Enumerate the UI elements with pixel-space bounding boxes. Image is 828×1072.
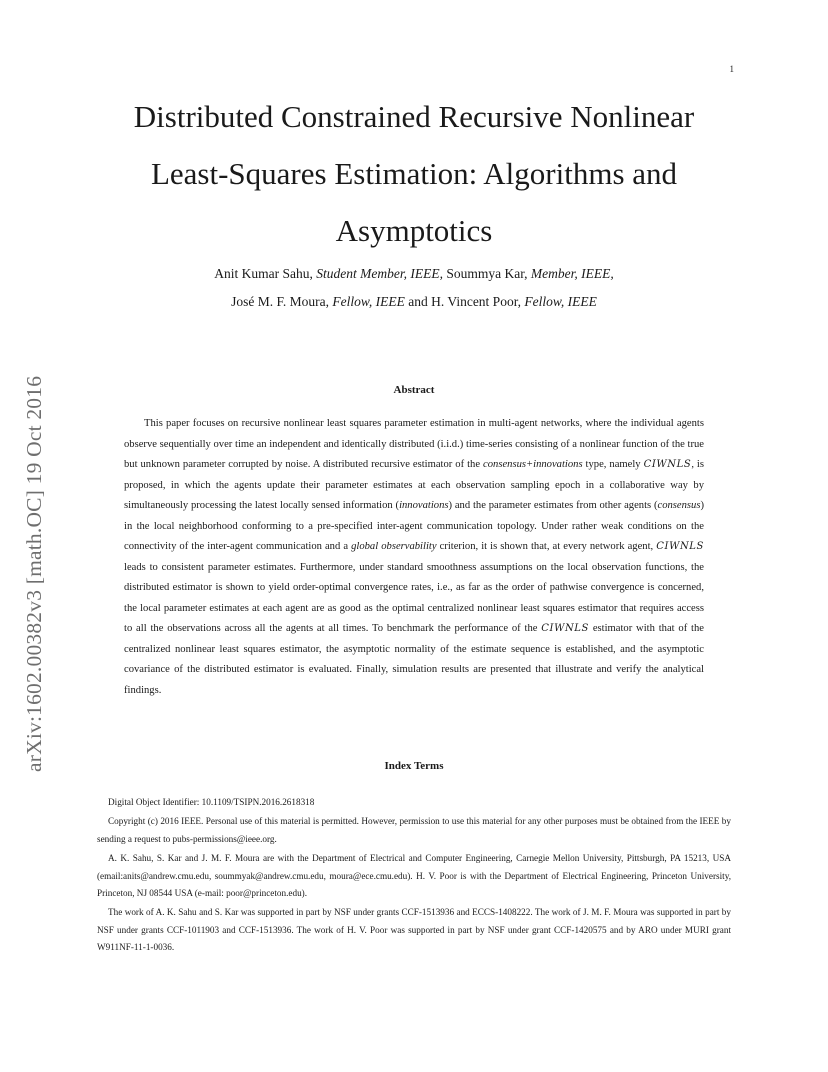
author-affiliation: Student Member, IEEE, <box>316 266 443 281</box>
abstract-text: ) and the parameter estimates from other agents ( <box>448 500 658 511</box>
author-name: José M. F. Moura, <box>231 294 330 309</box>
abstract-text: leads to consistent parameter estimates. Furthermore, under standard smoothness assumptions on the local observation functions, the distributed estimator is shown to yield order-optimal convergence rates, i.e., as far as the order of pathwise convergence is concerned, the local parameter estimates at each agent are as good as the optimal centralized nonlinear least squares estimator that requires access to all the observations across all the agents at all times. To benchmark the performance of the <box>124 561 704 634</box>
author-list <box>100 260 728 316</box>
author-affiliation: Fellow, IEEE <box>332 294 405 309</box>
algorithm-name: CIWNLS <box>643 459 692 470</box>
abstract-heading: Abstract <box>393 384 435 396</box>
abstract-body <box>124 414 704 701</box>
author-name: Anit Kumar Sahu, <box>214 266 313 281</box>
paper-title: Distributed Constrained Recursive Nonlinear Least-Squares Estimation: Algorithms and Asymptotics <box>133 99 695 248</box>
author-name: Soummya Kar, <box>446 266 528 281</box>
index-terms-heading: Index Terms <box>384 760 444 772</box>
abstract-emphasis: consensus+innovations <box>483 459 583 470</box>
footnote-copyright: Copyright (c) 2016 IEEE. Personal use of this material is permitted. However, permission to use this material for any other purposes must be obtained from the IEEE by sending a request to pubs-permissions@ieee.org. <box>97 816 731 844</box>
footnote-affiliations: A. K. Sahu, S. Kar and J. M. F. Moura are with the Department of Electrical and Computer Engineering, Carnegie Mellon University, Pittsburgh, PA 15213, USA (email:anits@andrew.cmu.edu, soummyak@andrew.cmu.edu, moura@ece.cmu.edu). H. V. Poor is with the Department of Electrical Engineering, Princeton University, Princeton, NJ 08544 USA (e-mail: poor@princeton.edu). <box>97 853 731 899</box>
abstract-text: ) in the local neighborhood conforming to a pre-specified inter-agent communication topology. Under rather weak conditions on the connectivity of the inter-agent communication and a <box>124 500 704 552</box>
footnotes <box>97 794 731 959</box>
author-affiliation: Fellow, IEEE <box>524 294 597 309</box>
abstract-text: estimator with that of the centralized nonlinear least squares estimator, the asymptotic normality of the estimate sequence is established, and the asymptotic covariance of the distributed estimator is evaluated. Finally, simulation results are presented that illustrate and verify the analytical findings. <box>124 623 704 696</box>
author-affiliation: Member, IEEE, <box>530 266 614 281</box>
algorithm-name: CIWNLS <box>541 623 589 634</box>
abstract-text: criterion, it is shown that, at every network agent, <box>436 541 657 552</box>
abstract-emphasis: consensus <box>657 500 701 511</box>
algorithm-name: CIWNLS <box>656 541 704 552</box>
abstract-emphasis: global observability <box>351 541 437 552</box>
author-name: and H. Vincent Poor, <box>408 294 522 309</box>
abstract-emphasis: innovations <box>399 500 449 511</box>
abstract-text: , is proposed, in which the agents update their parameter estimates at each observation sampling epoch in a collaborative way by simultaneously processing the latest locally sensed information ( <box>124 459 705 511</box>
abstract-text: type, namely <box>582 459 644 470</box>
page-number: 1 <box>729 64 734 74</box>
abstract-text: This paper focuses on recursive nonlinear least squares parameter estimation in multi-agent networks, where the individual agents observe sequentially over time an independent and identically distributed (i.i.d.) time-series consisting of a nonlinear function of the true but unknown parameter corrupted by noise. A distributed recursive estimator of the <box>124 418 704 470</box>
arxiv-stamp: arXiv:1602.00382v3 [math.OC] 19 Oct 2016 <box>22 375 46 772</box>
footnote-funding: The work of A. K. Sahu and S. Kar was supported in part by NSF under grants CCF-1513936 and ECCS-1408222. The work of J. M. F. Moura was supported in part by NSF under grants CCF-1011903 and CCF-1513936. The work of H. V. Poor was supported in part by NSF under grant CCF-1420575 and by ARO under MURI grant W911NF-11-1-0036. <box>97 907 731 953</box>
footnote-doi: Digital Object Identifier: 10.1109/TSIPN.2016.2618318 <box>108 797 315 807</box>
